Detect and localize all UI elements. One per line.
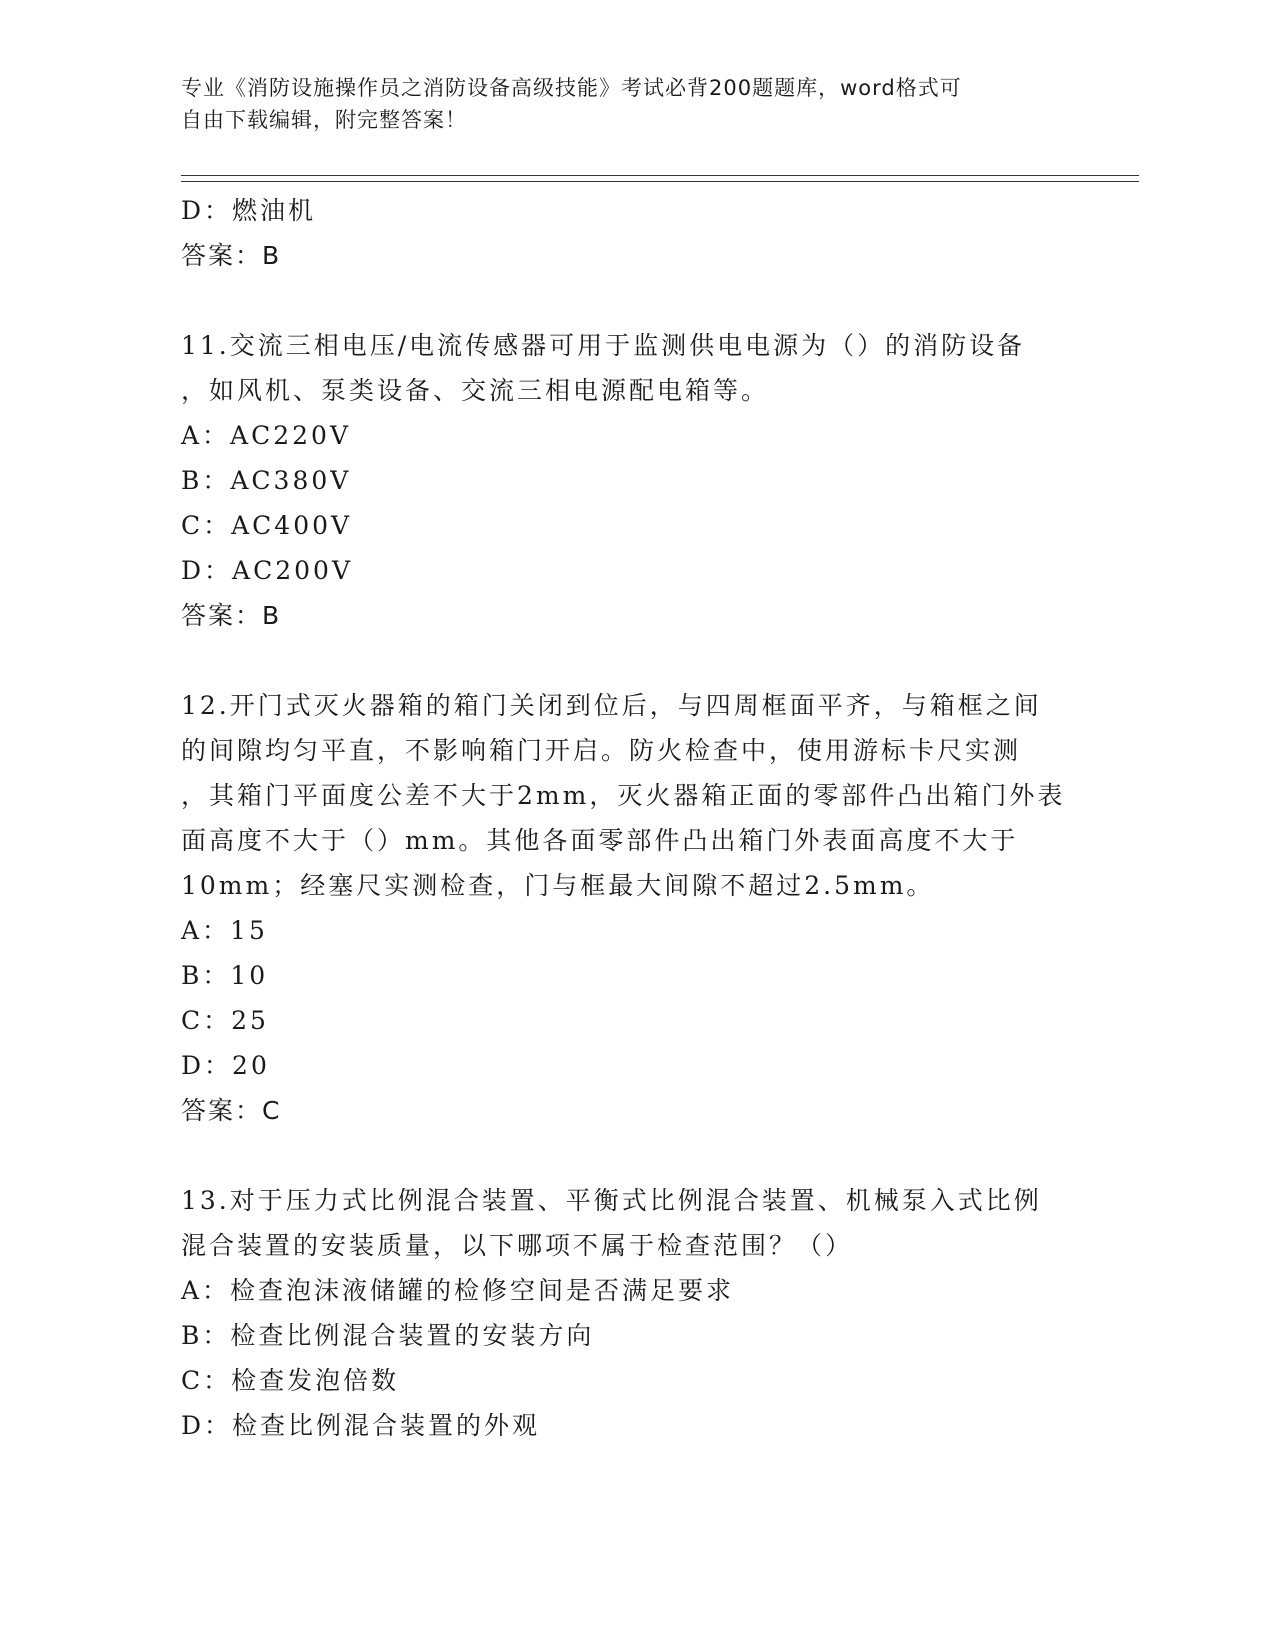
option-a: A：检查泡沫液储罐的检修空间是否满足要求	[181, 1276, 735, 1305]
option-b: B：AC380V	[181, 466, 352, 495]
carryover-question	[181, 188, 1141, 278]
header-line: 专业《消防设施操作员之消防设备高级技能》考试必背200题题库，word格式可	[181, 76, 962, 100]
option-d: D：检查比例混合装置的外观	[181, 1411, 541, 1440]
option-c: C：AC400V	[181, 511, 353, 540]
option-c: C：25	[181, 1006, 269, 1035]
question-stem-line: 面高度不大于（）mm。其他各面零部件凸出箱门外表面高度不大于	[181, 826, 1019, 855]
question-stem-line: 13.对于压力式比例混合装置、平衡式比例混合装置、机械泵入式比例	[181, 1186, 1042, 1215]
option-b: B：检查比例混合装置的安装方向	[181, 1321, 595, 1350]
spacer	[181, 278, 1141, 323]
spacer	[181, 1133, 1141, 1178]
question-stem-line: ，其箱门平面度公差不大于2mm，灭火器箱正面的零部件凸出箱门外表	[181, 781, 1066, 810]
answer-line: 答案：B	[181, 241, 282, 270]
option-a: A：AC220V	[181, 421, 352, 450]
spacer	[181, 638, 1141, 683]
option-c: C：检查发泡倍数	[181, 1366, 400, 1395]
document-body	[181, 188, 1141, 1448]
option-d: D：20	[181, 1051, 270, 1080]
answer-line: 答案：B	[181, 601, 282, 630]
option-d: D：燃油机	[181, 196, 317, 225]
question-stem-line: ，如风机、泵类设备、交流三相电源配电箱等。	[181, 376, 770, 405]
page-header	[181, 72, 1081, 136]
answer-line: 答案：C	[181, 1096, 282, 1125]
question-stem-line: 混合装置的安装质量，以下哪项不属于检查范围？（）	[181, 1231, 854, 1260]
question-13	[181, 1178, 1141, 1448]
question-stem-line: 10mm；经塞尺实测检查，门与框最大间隙不超过2.5mm。	[181, 871, 935, 900]
question-stem-line: 的间隙均匀平直，不影响箱门开启。防火检查中，使用游标卡尺实测	[181, 736, 1022, 765]
option-b: B：10	[181, 961, 269, 990]
option-a: A：15	[181, 916, 268, 945]
header-divider	[181, 175, 1139, 182]
question-stem-line: 11.交流三相电压/电流传感器可用于监测供电电源为（）的消防设备	[181, 331, 1026, 360]
option-d: D：AC200V	[181, 556, 353, 585]
question-12	[181, 683, 1141, 1133]
question-11	[181, 323, 1141, 638]
question-stem-line: 12.开门式灭火器箱的箱门关闭到位后，与四周框面平齐，与箱框之间	[181, 691, 1042, 720]
header-line: 自由下载编辑，附完整答案！	[181, 108, 467, 132]
